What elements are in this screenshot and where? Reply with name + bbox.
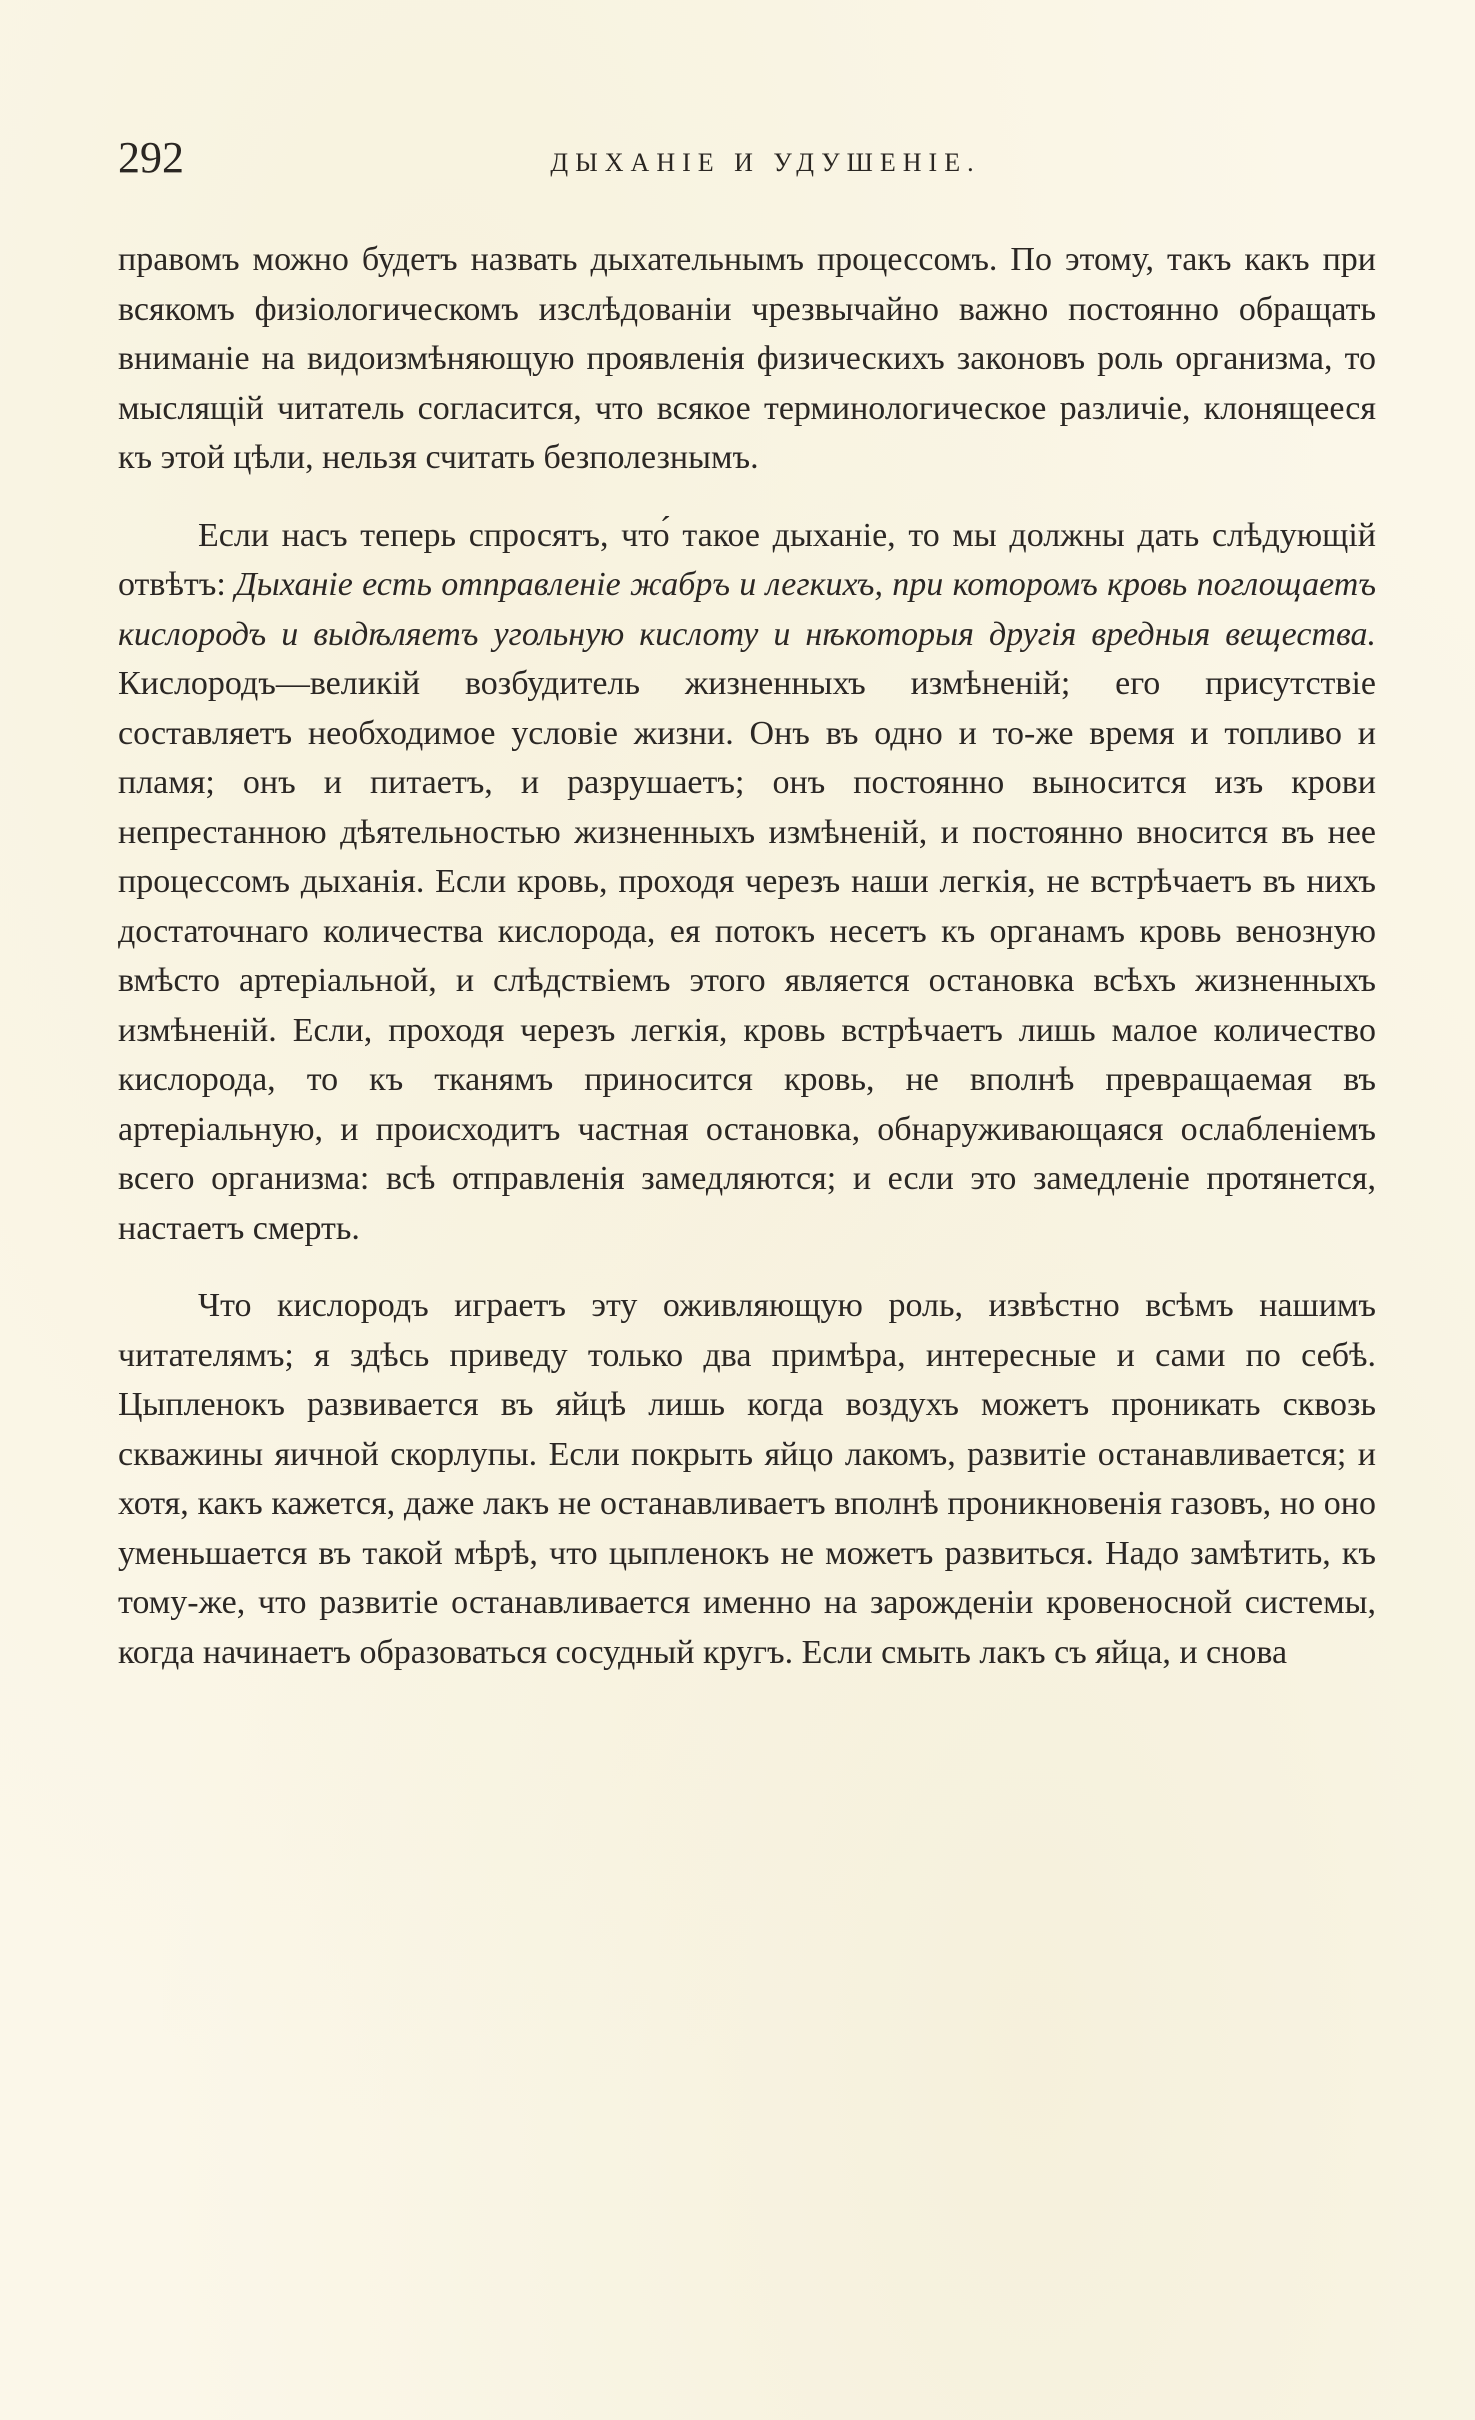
paragraph-2-lead: Если насъ теперь спросятъ, что́ такое дыханіе, то мы должны дать слѣдующій отвѣтъ: [118,516,1376,603]
definition-italic: Дыханіе есть отправленіе жабръ и легкихъ, при которомъ кровь поглощаетъ кислородъ и выдѣляетъ угольную кислоту и нѣкоторыя другія вредныя вещества. [118,566,1376,653]
paragraph-1: правомъ можно будетъ назвать дыхательнымъ процессомъ. По этому, такъ какъ при всякомъ физіологическомъ изслѣдованіи чрезвычайно важно постоянно обращать вниманіе на видоизмѣняющую проявленія физическихъ законовъ роль организма, то мыслящій читатель согласится, что всякое терминологическое различіе, клонящееся къ этой цѣли, нельзя считать безполезнымъ. [118,241,1376,476]
running-head [118,128,1373,188]
running-title: ДЫХАНІЕ И УДУШЕНІЕ. [550,148,981,177]
paragraph-3: Что кислородъ играетъ эту оживляющую роль, извѣстно всѣмъ нашимъ читателямъ; я здѣсь приведу только два примѣра, интересные и сами по себѣ. Цыпленокъ развивается въ яйцѣ лишь когда воздухъ можетъ проникать сквозь скважины яичной скорлупы. Если покрыть яйцо лакомъ, развитіе останавливается; и хотя, какъ кажется, даже лакъ не останавливаетъ вполнѣ проникновенія газовъ, но оно уменьшается въ такой мѣрѣ, что цыпленокъ не можетъ развиться. Надо замѣтить, къ тому-же, что развитіе останавливается именно на зарожденіи кровеносной системы, когда начинаетъ образоваться сосудный кругъ. Если смыть лакъ съ яйца, и снова [118,1287,1376,1671]
paragraph-2-rest: Кислородъ—великій возбудитель жизненныхъ измѣненій; его присутствіе составляетъ необходимое условіе жизни. Онъ въ одно и то-же время и топливо и пламя; онъ и питаетъ, и разрушаетъ; онъ постоянно выносится изъ крови непрестанною дѣятельностью жизненныхъ измѣненій, и постоянно вносится въ нее процессомъ дыханія. Если кровь, проходя черезъ наши легкія, не встрѣчаетъ въ нихъ достаточнаго количества кислорода, ея потокъ несетъ къ органамъ кровь венозную вмѣсто артеріальной, и слѣдствіемъ этого является остановка всѣхъ жизненныхъ измѣненій. Если, проходя черезъ легкія, кровь встрѣчаетъ лишь малое количество кислорода, то къ тканямъ приносится кровь, не вполнѣ превращаемая въ артеріальную, и происходитъ частная остановка, обнаруживающаяся ослабленіемъ всего организма: всѣ отправленія замедляются; и если это замедленіе протянется, настаетъ смерть. [118,665,1376,1247]
page-number: 292 [118,133,184,182]
body-text [118,235,1376,1677]
paragraph-2 [118,511,1376,1254]
